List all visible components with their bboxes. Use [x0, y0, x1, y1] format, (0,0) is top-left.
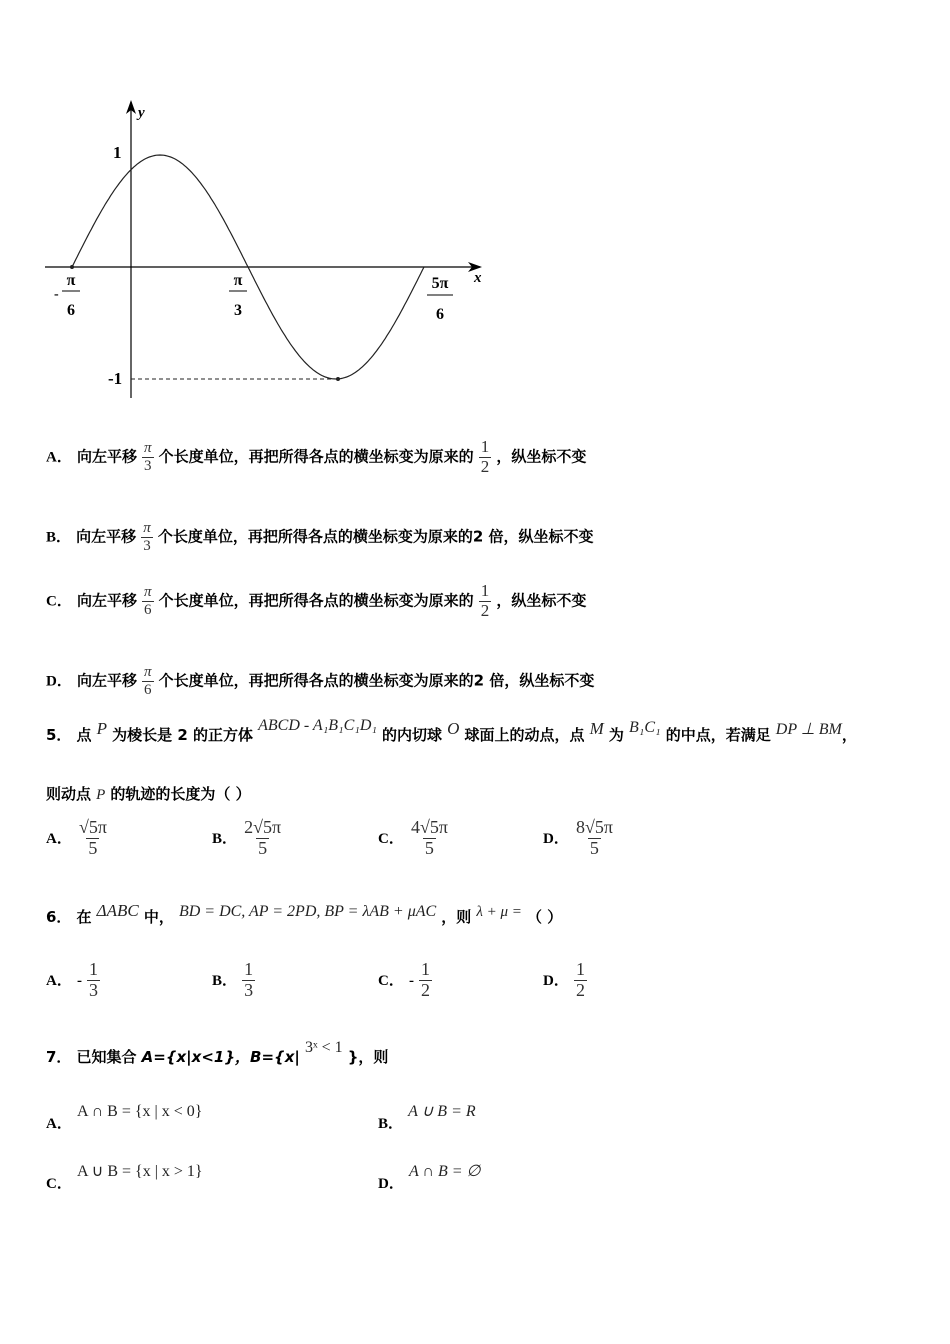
x-tick1-sign: -	[54, 287, 59, 302]
math-expr: ΔABC	[96, 901, 139, 920]
option-text: 个长度单位，再把所得各点的横坐标变为原来的	[158, 671, 474, 690]
option-text: 个长度单位，再把所得各点的横坐标变为原来的	[158, 447, 474, 466]
math-expr: BD = DC, AP = 2PD, BP = λAB + μAC	[178, 903, 437, 920]
stem-text: 的轨迹的长度为（ ）	[110, 785, 251, 803]
q6-option-b	[212, 960, 255, 1001]
stem-text: 为	[608, 726, 624, 744]
stem-text: A={x|x<1}，B={x|	[141, 1048, 300, 1066]
q7-option-d	[378, 1160, 481, 1192]
scale-fraction: $\frac{1}{2}$	[480, 437, 490, 476]
option-fraction: $\frac{8√5\pi}{5}$	[575, 817, 613, 858]
math-expr: M	[589, 719, 604, 738]
stem-text: 的中点，若满足	[665, 726, 771, 744]
math-expr: λ + μ =	[476, 904, 522, 920]
option-fraction: $\frac{1}{2}$	[421, 959, 431, 1000]
option-fraction: $\frac{1}{3}$	[244, 959, 254, 1000]
question-number: 7．	[46, 1048, 72, 1066]
option-text: 向左平移	[76, 447, 137, 466]
q5-option-c	[378, 818, 450, 859]
option-label: A．	[46, 972, 72, 989]
question-number: 5．	[46, 726, 72, 744]
shift-fraction: $\frac{\pi}{3}$	[143, 520, 151, 554]
x-tick3-den: 6	[436, 306, 444, 323]
question-number: 6．	[46, 908, 72, 926]
option-text: 向左平移	[76, 527, 137, 546]
option-label: D．	[378, 1176, 404, 1192]
shift-fraction: $\frac{\pi}{3}$	[144, 440, 152, 474]
question-6-stem	[46, 901, 563, 927]
option-expr: A ∪ B = {x | x > 1}	[76, 1163, 203, 1180]
option-fraction: $\frac{√5\pi}{5}$	[78, 817, 107, 858]
math-expr: DP ⊥ BM	[775, 721, 842, 738]
stem-text: ，则	[441, 908, 472, 926]
option-expr: A ∩ B = ∅	[408, 1163, 481, 1180]
option-text: ，纵坐标不变	[496, 447, 587, 466]
math-expr: O	[447, 719, 460, 738]
x-tick3-num: 5π	[431, 275, 449, 292]
x-tick1-num: π	[66, 272, 76, 289]
option-label: C．	[46, 593, 72, 610]
option-text: ，纵坐标不变	[503, 527, 594, 546]
q4-option-c	[46, 582, 586, 620]
x-axis-label: x	[474, 270, 482, 286]
q5-option-a	[46, 818, 109, 859]
y-tick-1: 1	[113, 143, 122, 162]
stem-text: 球面上的动点，点	[464, 726, 585, 744]
scale-fraction: $\frac{1}{2}$	[480, 581, 490, 620]
option-text: 2 倍	[472, 527, 504, 546]
stem-text: 的内切球	[382, 726, 443, 744]
option-label: B．	[378, 1116, 404, 1132]
option-label: D．	[543, 830, 569, 847]
q7-option-c	[46, 1160, 203, 1192]
x-tick2-num: π	[233, 272, 243, 289]
option-fraction: $\frac{1}{2}$	[575, 959, 585, 1000]
q4-option-d	[46, 664, 594, 698]
option-label: B．	[212, 830, 238, 847]
q6-option-c	[378, 960, 432, 1001]
option-label: C．	[378, 972, 404, 989]
math-expr: P	[96, 719, 108, 738]
stem-text: 点	[76, 726, 92, 744]
option-label: C．	[378, 830, 404, 847]
option-label: A．	[46, 1116, 72, 1132]
stem-text: 已知集合	[76, 1048, 137, 1066]
option-label: D．	[543, 972, 569, 989]
option-expr: A ∩ B = {x | x < 0}	[76, 1103, 203, 1120]
min-point	[336, 377, 340, 381]
question-7-stem	[46, 1039, 389, 1067]
x-tick1-den: 6	[67, 302, 75, 319]
stem-text: }，则	[347, 1048, 389, 1066]
option-sign: -	[408, 972, 414, 989]
q6-option-d	[543, 960, 587, 1001]
stem-text: 则动点	[46, 785, 92, 803]
option-text: 2 倍	[473, 671, 505, 690]
option-label: B．	[212, 972, 238, 989]
option-label: C．	[46, 1176, 72, 1192]
shift-fraction: $\frac{\pi}{6}$	[144, 584, 152, 618]
option-label: D．	[46, 673, 72, 690]
question-5-stem-line2	[46, 783, 251, 804]
stem-text: 为棱长是 2 的正方体	[112, 726, 254, 744]
q6-option-a	[46, 960, 100, 1001]
q4-option-b	[46, 520, 594, 554]
y-tick-neg1: -1	[108, 369, 123, 388]
option-text: ，纵坐标不变	[496, 591, 587, 610]
option-label: A．	[46, 449, 72, 466]
y-axis-label: y	[138, 105, 145, 121]
option-text: 向左平移	[76, 591, 137, 610]
x-tick2-den: 3	[234, 302, 242, 319]
option-text: 个长度单位，再把所得各点的横坐标变为原来的	[157, 527, 473, 546]
option-text: 向左平移	[76, 671, 137, 690]
stem-text: （ ）	[527, 908, 563, 926]
option-fraction: $\frac{1}{3}$	[89, 959, 99, 1000]
option-label: A．	[46, 830, 72, 847]
option-fraction: $\frac{2√5\pi}{5}$	[244, 817, 282, 858]
zero-point-left	[70, 265, 74, 269]
stem-text: 中，	[143, 908, 174, 926]
q5-option-d	[543, 818, 615, 859]
q4-option-a	[46, 438, 586, 476]
math-expr: B₁C₁	[629, 719, 661, 736]
option-fraction: $\frac{4√5\pi}{5}$	[410, 817, 448, 858]
q7-option-a	[46, 1100, 203, 1132]
stem-text: ，	[841, 726, 857, 744]
sine-graph	[0, 0, 520, 410]
question-5-stem	[46, 717, 857, 745]
math-expr: ABCD - A₁B₁C₁D₁	[258, 717, 377, 734]
option-sign: -	[76, 972, 82, 989]
math-expr: P	[96, 787, 106, 803]
stem-text: 在	[76, 908, 92, 926]
q7-option-b	[378, 1100, 476, 1132]
option-expr: A ∪ B = R	[408, 1103, 476, 1120]
math-expr: 3ˣ < 1	[304, 1039, 343, 1056]
option-label: B．	[46, 529, 72, 546]
option-text: 个长度单位，再把所得各点的横坐标变为原来的	[158, 591, 474, 610]
q5-option-b	[212, 818, 283, 859]
option-text: ，纵坐标不变	[504, 671, 595, 690]
shift-fraction: $\frac{\pi}{6}$	[144, 664, 152, 698]
